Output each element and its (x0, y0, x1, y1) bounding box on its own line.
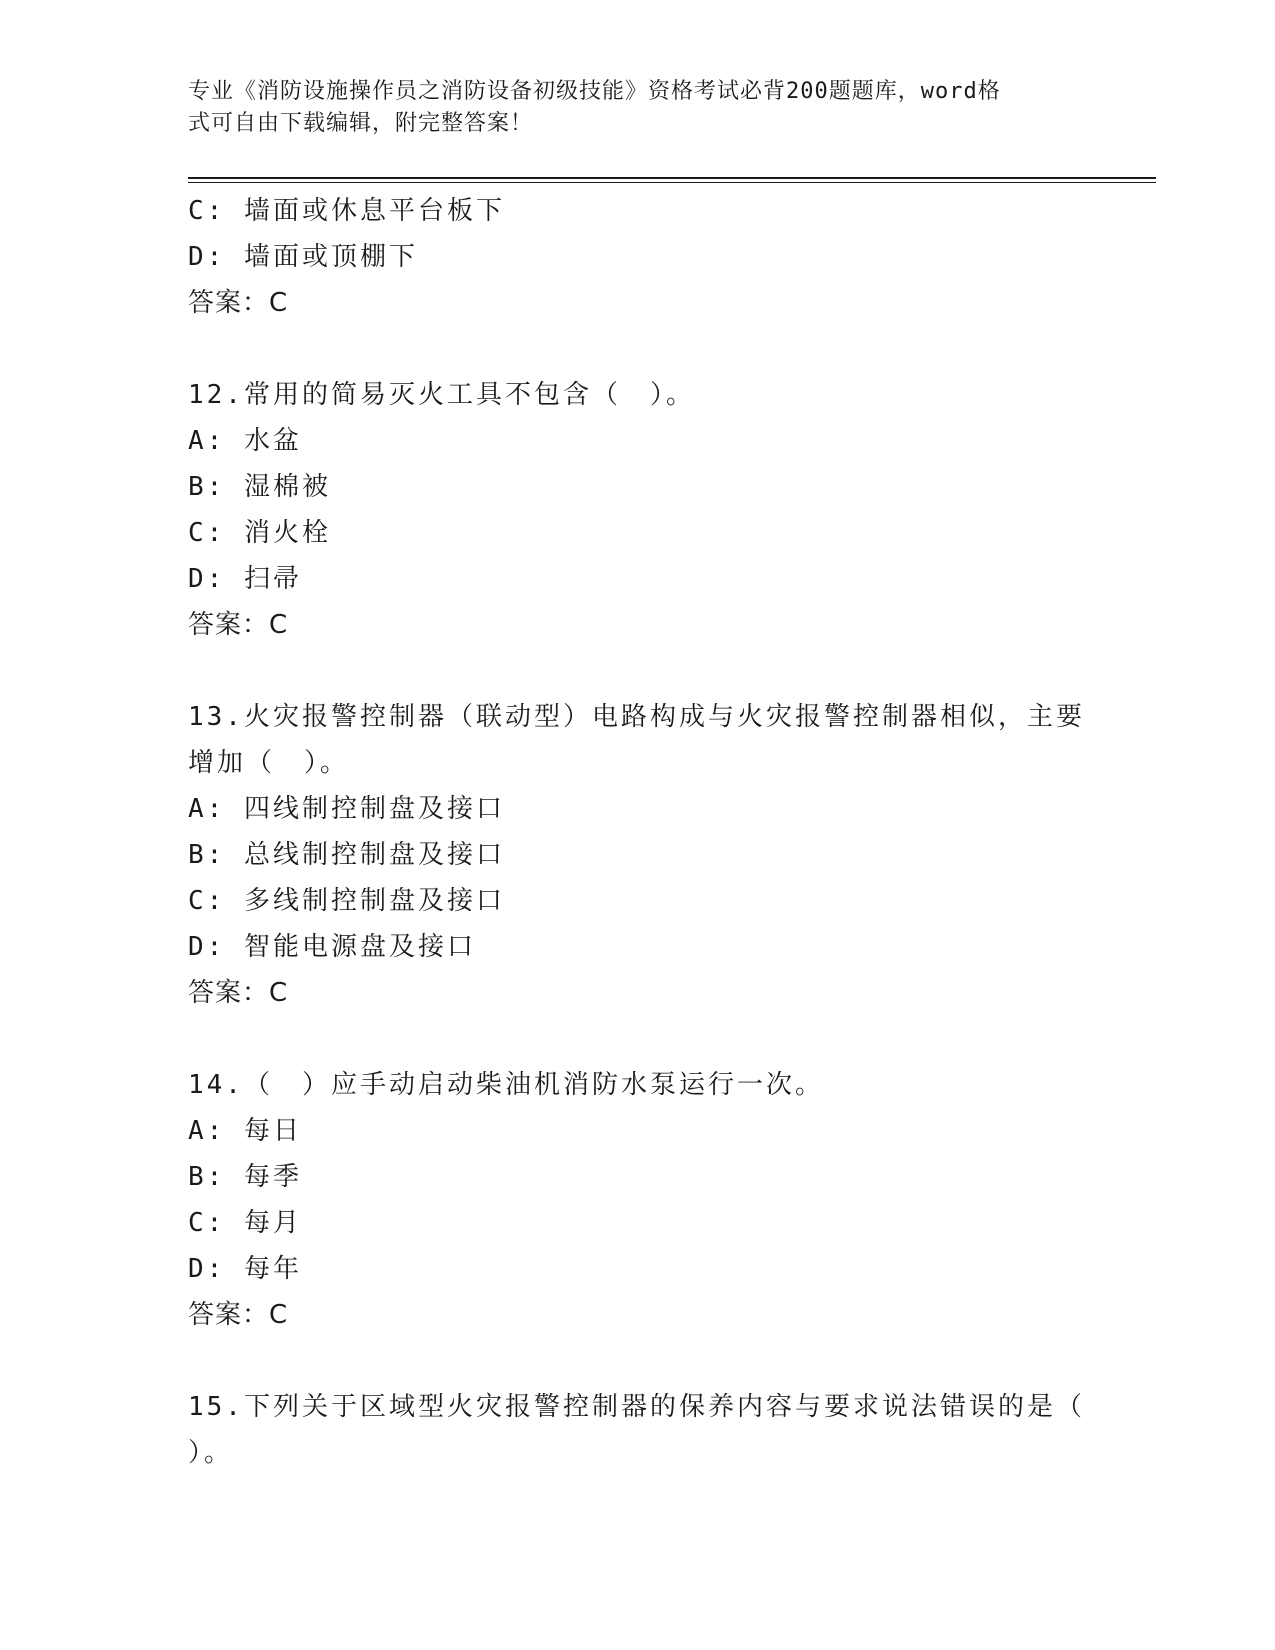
option-a: A: 四线制控制盘及接口 (188, 794, 505, 824)
answer-line: 答案：C (188, 610, 289, 640)
question-13 (188, 694, 1088, 1016)
option-a: A: 水盆 (188, 426, 302, 456)
option-d: D: 扫帚 (188, 564, 302, 594)
question-14 (188, 1062, 1088, 1338)
header-divider-thin (188, 182, 1156, 183)
question-stem-line-2: ）。 (188, 1438, 234, 1468)
header-line-2: 式可自由下载编辑，附完整答案！ (188, 111, 534, 136)
spacer (188, 648, 1088, 694)
option-d: D: 墙面或顶棚下 (188, 242, 418, 272)
question-12 (188, 372, 1088, 648)
question-11-continuation (188, 188, 1088, 326)
spacer (188, 1016, 1088, 1062)
question-list (188, 188, 1088, 1476)
option-b: B: 湿棉被 (188, 472, 331, 502)
option-d: D: 智能电源盘及接口 (188, 932, 476, 962)
option-c: C: 每月 (188, 1208, 302, 1238)
option-b: B: 每季 (188, 1162, 302, 1192)
option-a: A: 每日 (188, 1116, 302, 1146)
question-stem: 14.（ ）应手动启动柴油机消防水泵运行一次。 (188, 1070, 824, 1100)
option-c: C: 多线制控制盘及接口 (188, 886, 505, 916)
question-stem-line-1: 15.下列关于区域型火灾报警控制器的保养内容与要求说法错误的是（ (188, 1392, 1085, 1422)
spacer (188, 326, 1088, 372)
option-c: C: 消火栓 (188, 518, 331, 548)
spacer (188, 1338, 1088, 1384)
header-divider-thick (188, 177, 1156, 179)
question-stem-line-1: 13.火灾报警控制器（联动型）电路构成与火灾报警控制器相似，主要 (188, 702, 1085, 732)
document-header (188, 76, 1068, 140)
header-line-1: 专业《消防设施操作员之消防设备初级技能》资格考试必背200题题库，word格 (188, 79, 1001, 104)
question-stem: 12.常用的简易灭火工具不包含（ ）。 (188, 380, 695, 410)
option-b: B: 总线制控制盘及接口 (188, 840, 505, 870)
answer-line: 答案：C (188, 1300, 289, 1330)
option-c: C: 墙面或休息平台板下 (188, 196, 505, 226)
answer-line: 答案：C (188, 978, 289, 1008)
question-15 (188, 1384, 1088, 1476)
question-stem-line-2: 增加（ ）。 (188, 748, 350, 778)
option-d: D: 每年 (188, 1254, 302, 1284)
answer-line: 答案：C (188, 288, 289, 318)
